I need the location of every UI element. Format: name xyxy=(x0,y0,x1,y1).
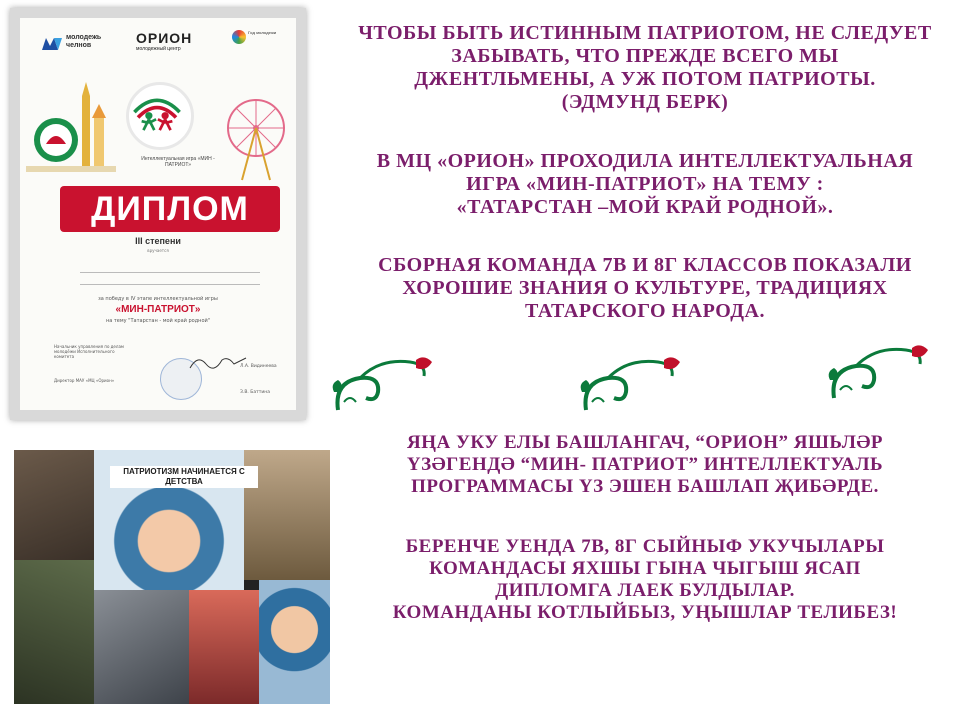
tatar-block-1 xyxy=(330,432,960,498)
signatory-1-name: Л.А. Видинеева xyxy=(240,364,277,369)
quote-line: ЧТОБЫ БЫТЬ ИСТИННЫМ ПАТРИОТОМ, НЕ СЛЕДУЕТ xyxy=(358,22,932,44)
tatar-ornament-icon xyxy=(578,352,688,418)
diploma-logo-row xyxy=(20,24,296,64)
logo-orion xyxy=(136,30,192,52)
collage-photo-veteran xyxy=(14,450,94,560)
logo-mol-line2: челнов xyxy=(66,42,92,49)
tatar2-line: БЕРЕНЧЕ УЕНДА 7В, 8Г СЫЙНЫФ УКУЧЫЛАРЫ xyxy=(405,536,885,557)
event-line: «ТАТАРСТАН –МОЙ КРАЙ РОДНОЙ». xyxy=(456,196,834,218)
tatar1-line: ПРОГРАММАСЫ ҮЗ ЭШЕН БАШЛАП ҖИБӘРДЕ. xyxy=(411,476,879,497)
tatar1-line: ҮЗӘГЕНДӘ “МИН- ПАТРИОТ” ИНТЕЛЛЕКТУАЛЬ xyxy=(406,454,884,475)
tatar1-line: ЯҢА УКУ ЕЛЫ БАШЛАНГАЧ, “ОРИОН” ЯШЬЛӘР xyxy=(406,432,883,453)
tatar-block-2 xyxy=(330,536,960,624)
diploma-title: ДИПЛОМ xyxy=(60,186,280,232)
ferris-wheel-icon xyxy=(220,88,290,188)
event-line: В МЦ «ОРИОН» ПРОХОДИЛА ИНТЕЛЛЕКТУАЛЬНАЯ xyxy=(376,150,914,172)
diploma-game-name: «МИН-ПАТРИОТ» xyxy=(115,304,201,315)
collage-photo-veteran-medals xyxy=(94,590,189,704)
patriot-game-emblem xyxy=(126,82,194,150)
quote-block xyxy=(330,22,960,114)
diploma-awarded: вручается xyxy=(147,248,169,253)
team-line: ХОРОШИЕ ЗНАНИЯ О КУЛЬТУРЕ, ТРАДИЦИЯХ xyxy=(402,277,888,299)
collage-photo-flowers xyxy=(189,590,259,704)
team-block xyxy=(330,254,960,323)
signatory-2-name: З.В. Баттина xyxy=(240,390,270,395)
logo-molodezh-chelnov xyxy=(42,34,101,50)
tatar2-line: КОМАНДАНЫ КОТЛЫЙБЫЗ, УҢЫШЛАР ТЕЛИБЕЗ! xyxy=(392,602,898,623)
logo-orion-sub: молодежный центр xyxy=(136,46,181,52)
signatory-2-role: Директор МАУ «МЦ «Орион» xyxy=(54,378,115,383)
event-block xyxy=(330,150,960,219)
diploma-topic: на тему "Татарстан - мой край родной" xyxy=(105,318,211,324)
tatarstan-emblem-icon xyxy=(26,78,116,188)
quote-line: ДЖЕНТЛЬМЕНЫ, А УЖ ПОТОМ ПАТРИОТЫ. xyxy=(414,68,876,90)
logo-youth-year xyxy=(232,30,296,35)
tatar2-line: КОМАНДАСЫ ЯХШЫ ГЫНА ЧЫГЫШ ЯСАП xyxy=(429,558,861,579)
logo-mol-line1: молодежь xyxy=(66,34,102,41)
diploma-degree: III степени xyxy=(135,236,181,246)
event-line: ИГРА «МИН-ПАТРИОТ» НА ТЕМУ : xyxy=(466,173,824,195)
tatar-ornament-icon xyxy=(330,352,440,418)
logo-right-text: Год молодежи xyxy=(248,30,277,35)
collage-photo-boy-cap xyxy=(259,580,330,704)
tatar2-line: ДИПЛОМГА ЛАЕК БУЛДЫЛАР. xyxy=(495,580,795,601)
recipient-line-1 xyxy=(80,272,260,273)
signatory-1-role: Начальник управления по делам молодёжи Исполнительного комитета xyxy=(54,344,124,359)
tatar-ornament-icon xyxy=(826,340,936,406)
signature-icon xyxy=(188,352,248,372)
collage-caption: ПАТРИОТИЗМ НАЧИНАЕТСЯ С ДЕТСТВА xyxy=(110,466,258,488)
children-icon xyxy=(129,85,185,141)
diploma-game-label: Интеллектуальная игра «МИН - ПАТРИОТ» xyxy=(141,156,215,168)
team-line: ТАТАРСКОГО НАРОДА. xyxy=(525,300,765,322)
logo-orion-text: ОРИОН xyxy=(136,30,193,46)
diploma-image xyxy=(10,8,306,420)
quote-line: ЗАБЫВАТЬ, ЧТО ПРЕЖДЕ ВСЕГО МЫ xyxy=(451,45,839,67)
diploma-card xyxy=(20,18,296,410)
recipient-line-2 xyxy=(80,284,260,285)
youth-year-icon xyxy=(232,30,246,44)
patriotism-collage xyxy=(14,450,330,704)
quote-author: (ЭДМУНД БЕРК) xyxy=(561,91,729,113)
collage-photo-soldier-child xyxy=(14,560,94,704)
logo-m-icon xyxy=(42,36,62,50)
diploma-for-win: за победу в IV этапе интеллектуальной игры xyxy=(98,296,218,302)
team-line: СБОРНАЯ КОМАНДА 7В И 8Г КЛАССОВ ПОКАЗАЛИ xyxy=(378,254,912,276)
